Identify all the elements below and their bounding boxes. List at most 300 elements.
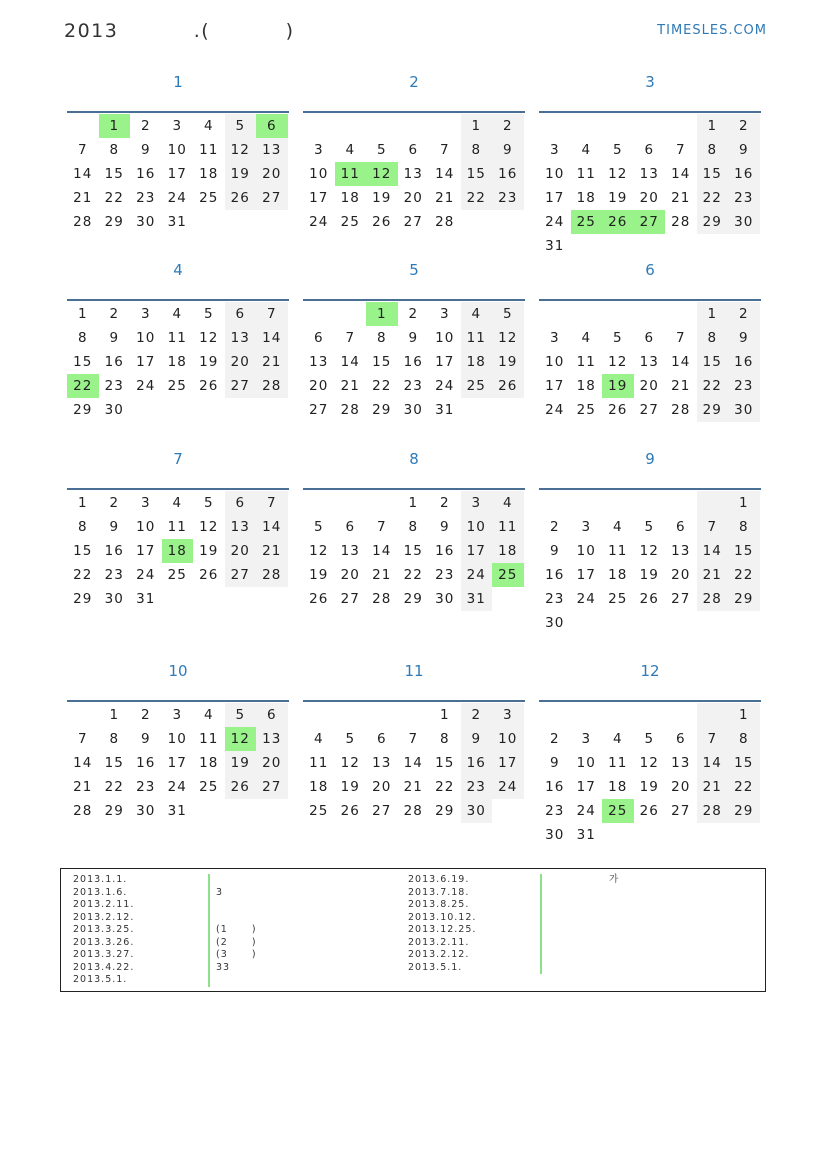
day-cell: 26: [602, 210, 634, 234]
holiday-entry: [609, 924, 619, 937]
day-cell: 28: [256, 563, 288, 587]
holiday-list: [60, 868, 766, 992]
day-cell: 24: [136, 378, 156, 394]
day-cell: 2: [408, 306, 419, 322]
empty-day-cell: [366, 703, 398, 727]
day-cell: 8: [697, 326, 729, 350]
day-cell: 17: [136, 354, 156, 370]
day-cell: 26: [492, 374, 524, 398]
day-cell: 24: [545, 402, 565, 418]
day-cell: 18: [162, 539, 194, 563]
holiday-entry: 2013.5.1.: [408, 961, 463, 973]
day-cell: 5: [345, 731, 356, 747]
day-cell: 2: [728, 302, 760, 326]
day-grid: [539, 302, 761, 422]
empty-day-cell: [539, 302, 571, 326]
day-cell: 2: [140, 707, 151, 723]
day-cell: 24: [309, 214, 329, 230]
day-cell: 10: [492, 727, 524, 751]
day-cell: 5: [492, 302, 524, 326]
holiday-entry: [216, 974, 257, 987]
day-cell: 8: [376, 330, 387, 346]
day-cell: 16: [104, 354, 124, 370]
day-cell: 27: [340, 591, 360, 607]
day-cell: 24: [576, 803, 596, 819]
holiday-entry: 2013.10.12.: [408, 911, 477, 923]
day-cell: 21: [697, 775, 729, 799]
day-cell: 12: [225, 138, 257, 162]
empty-day-cell: [571, 302, 603, 326]
page-title: 2013 .( ): [64, 20, 295, 42]
day-cell: 28: [256, 374, 288, 398]
empty-day-cell: [539, 703, 571, 727]
day-cell: 11: [199, 142, 219, 158]
day-cell: 19: [225, 162, 257, 186]
day-cell: 25: [492, 563, 524, 587]
day-cell: 30: [728, 210, 760, 234]
day-cell: 7: [77, 731, 88, 747]
empty-day-cell: [602, 491, 634, 515]
day-cell: 30: [403, 402, 423, 418]
day-cell: 6: [225, 491, 257, 515]
day-cell: 15: [73, 354, 93, 370]
month-rule: [67, 299, 289, 301]
day-cell: 23: [492, 186, 524, 210]
day-cell: 29: [372, 402, 392, 418]
empty-day-cell: [366, 114, 398, 138]
day-cell: 28: [403, 803, 423, 819]
day-grid: [67, 703, 289, 823]
day-cell: 16: [461, 751, 493, 775]
day-cell: 6: [225, 302, 257, 326]
empty-day-cell: [571, 491, 603, 515]
day-cell: 6: [675, 519, 686, 535]
day-cell: 21: [73, 190, 93, 206]
day-cell: 13: [639, 354, 659, 370]
day-cell: 4: [203, 707, 214, 723]
empty-day-cell: [665, 703, 697, 727]
day-cell: 10: [136, 519, 156, 535]
day-cell: 2: [439, 495, 450, 511]
holiday-entry: 2013.3.25.: [73, 924, 135, 935]
holiday-entry: (2 ): [216, 936, 257, 948]
day-cell: 22: [728, 563, 760, 587]
day-cell: 29: [697, 210, 729, 234]
day-cell: 7: [376, 519, 387, 535]
day-cell: 16: [728, 350, 760, 374]
day-cell: 22: [697, 186, 729, 210]
day-cell: 24: [167, 190, 187, 206]
day-cell: 11: [576, 166, 596, 182]
day-cell: 12: [199, 519, 219, 535]
day-cell: 27: [671, 591, 691, 607]
day-cell: 21: [671, 190, 691, 206]
day-cell: 9: [492, 138, 524, 162]
holiday-entry: [216, 912, 257, 925]
day-cell: 7: [408, 731, 419, 747]
day-cell: 15: [104, 755, 124, 771]
brand-link[interactable]: TIMESLES.COM: [657, 23, 767, 38]
day-cell: 8: [109, 731, 120, 747]
day-cell: 24: [136, 567, 156, 583]
day-cell: 21: [671, 378, 691, 394]
holiday-entry: 2013.7.18.: [408, 886, 470, 898]
holiday-entry: [609, 912, 619, 925]
empty-day-cell: [303, 491, 335, 515]
day-cell: 27: [671, 803, 691, 819]
day-cell: 24: [545, 214, 565, 230]
day-cell: 20: [671, 567, 691, 583]
day-cell: 5: [225, 703, 257, 727]
day-cell: 19: [199, 543, 219, 559]
day-cell: 29: [697, 398, 729, 422]
empty-day-cell: [539, 491, 571, 515]
day-cell: 17: [435, 354, 455, 370]
day-cell: 2: [461, 703, 493, 727]
day-cell: 1: [461, 114, 493, 138]
month-rule: [67, 488, 289, 490]
day-cell: 28: [340, 402, 360, 418]
day-cell: 15: [435, 755, 455, 771]
day-cell: 17: [167, 755, 187, 771]
day-cell: 18: [461, 350, 493, 374]
holiday-entry: 가: [609, 874, 620, 885]
month-title: 9: [645, 450, 655, 468]
day-cell: 18: [340, 190, 360, 206]
day-cell: 14: [403, 755, 423, 771]
day-cell: 1: [697, 114, 729, 138]
day-cell: 16: [136, 166, 156, 182]
day-cell: 7: [439, 142, 450, 158]
empty-day-cell: [602, 302, 634, 326]
day-cell: 1: [728, 491, 760, 515]
day-cell: 23: [136, 190, 156, 206]
day-cell: 1: [109, 707, 120, 723]
day-cell: 10: [309, 166, 329, 182]
day-cell: 5: [376, 142, 387, 158]
day-grid: [303, 703, 525, 823]
day-cell: 28: [697, 587, 729, 611]
holiday-entry: 33: [216, 961, 231, 973]
day-cell: 12: [340, 755, 360, 771]
day-cell: 30: [104, 591, 124, 607]
day-cell: 14: [256, 326, 288, 350]
holiday-bar-left: [208, 874, 210, 987]
month-title: 1: [173, 73, 183, 91]
day-cell: 7: [697, 515, 729, 539]
day-cell: 30: [136, 803, 156, 819]
day-cell: 20: [256, 751, 288, 775]
day-cell: 11: [167, 519, 187, 535]
empty-day-cell: [665, 114, 697, 138]
day-cell: 14: [372, 543, 392, 559]
month-rule: [303, 111, 525, 113]
day-cell: 24: [576, 591, 596, 607]
holiday-entry: 2013.2.11.: [408, 936, 470, 948]
day-cell: 6: [256, 703, 288, 727]
day-cell: 13: [403, 166, 423, 182]
day-cell: 6: [313, 330, 324, 346]
day-cell: 7: [345, 330, 356, 346]
day-cell: 26: [340, 803, 360, 819]
day-cell: 24: [492, 775, 524, 799]
day-cell: 11: [167, 330, 187, 346]
day-cell: 22: [67, 374, 99, 398]
day-cell: 18: [608, 779, 628, 795]
day-cell: 25: [461, 374, 493, 398]
day-cell: 2: [140, 118, 151, 134]
day-cell: 25: [199, 190, 219, 206]
day-cell: 7: [697, 727, 729, 751]
empty-day-cell: [571, 703, 603, 727]
day-cell: 4: [461, 302, 493, 326]
day-cell: 12: [639, 543, 659, 559]
day-cell: 27: [225, 563, 257, 587]
day-cell: 1: [439, 707, 450, 723]
holiday-entry: [609, 887, 619, 900]
day-cell: 19: [639, 567, 659, 583]
day-cell: 30: [104, 402, 124, 418]
day-cell: 5: [612, 330, 623, 346]
day-cell: 29: [73, 591, 93, 607]
holiday-entry: 2013.3.27.: [73, 949, 135, 960]
day-cell: 11: [199, 731, 219, 747]
day-cell: 3: [492, 703, 524, 727]
day-cell: 14: [256, 515, 288, 539]
day-cell: 9: [549, 755, 560, 771]
day-cell: 8: [77, 330, 88, 346]
day-cell: 15: [461, 162, 493, 186]
holiday-entry: 3: [216, 886, 224, 898]
day-cell: 16: [403, 354, 423, 370]
day-cell: 13: [340, 543, 360, 559]
day-grid: [303, 491, 525, 611]
day-cell: 2: [492, 114, 524, 138]
day-cell: 3: [140, 306, 151, 322]
day-cell: 23: [104, 567, 124, 583]
day-cell: 12: [309, 543, 329, 559]
day-cell: 16: [492, 162, 524, 186]
day-cell: 1: [99, 114, 131, 138]
day-cell: 4: [172, 306, 183, 322]
empty-day-cell: [697, 491, 729, 515]
day-cell: 2: [549, 731, 560, 747]
day-cell: 23: [435, 567, 455, 583]
day-cell: 15: [73, 543, 93, 559]
day-cell: 21: [340, 378, 360, 394]
month-5: [303, 261, 525, 422]
day-cell: 5: [313, 519, 324, 535]
day-cell: 27: [256, 775, 288, 799]
empty-day-cell: [335, 302, 367, 326]
day-cell: 28: [671, 214, 691, 230]
month-title: 5: [409, 261, 419, 279]
day-cell: 18: [576, 378, 596, 394]
month-10: [67, 662, 289, 823]
month-title: 6: [645, 261, 655, 279]
day-cell: 6: [675, 731, 686, 747]
month-rule: [539, 700, 761, 702]
day-cell: 11: [461, 326, 493, 350]
day-cell: 25: [608, 591, 628, 607]
month-11: [303, 662, 525, 823]
day-cell: 9: [109, 330, 120, 346]
day-cell: 25: [199, 779, 219, 795]
day-cell: 7: [77, 142, 88, 158]
month-1: [67, 73, 289, 234]
day-cell: 1: [77, 306, 88, 322]
day-cell: 12: [199, 330, 219, 346]
day-cell: 23: [403, 378, 423, 394]
day-cell: 13: [372, 755, 392, 771]
day-cell: 29: [104, 214, 124, 230]
day-grid: [539, 491, 761, 635]
day-cell: 18: [608, 567, 628, 583]
day-cell: 5: [225, 114, 257, 138]
empty-day-cell: [303, 114, 335, 138]
day-cell: 3: [172, 707, 183, 723]
day-cell: 7: [675, 142, 686, 158]
day-cell: 20: [309, 378, 329, 394]
empty-day-cell: [634, 114, 666, 138]
day-cell: 3: [439, 306, 450, 322]
day-cell: 23: [104, 378, 124, 394]
month-12: [539, 662, 761, 847]
day-cell: 16: [545, 779, 565, 795]
day-cell: 12: [492, 326, 524, 350]
day-cell: 17: [461, 539, 493, 563]
empty-day-cell: [665, 491, 697, 515]
day-cell: 6: [408, 142, 419, 158]
day-cell: 8: [439, 731, 450, 747]
month-rule: [303, 700, 525, 702]
month-7: [67, 450, 289, 611]
day-cell: 23: [728, 374, 760, 398]
day-cell: 3: [549, 142, 560, 158]
month-rule: [303, 488, 525, 490]
day-cell: 26: [639, 803, 659, 819]
day-cell: 8: [408, 519, 419, 535]
month-rule: [539, 111, 761, 113]
day-cell: 21: [697, 563, 729, 587]
day-cell: 10: [461, 515, 493, 539]
day-cell: 19: [608, 190, 628, 206]
day-cell: 9: [439, 519, 450, 535]
day-cell: 22: [372, 378, 392, 394]
day-cell: 21: [435, 190, 455, 206]
day-cell: 22: [73, 567, 93, 583]
empty-day-cell: [335, 491, 367, 515]
day-cell: 17: [576, 779, 596, 795]
day-cell: 7: [256, 491, 288, 515]
day-cell: 21: [73, 779, 93, 795]
day-cell: 16: [545, 567, 565, 583]
day-cell: 27: [256, 186, 288, 210]
holiday-entry: [609, 962, 619, 975]
day-cell: 10: [136, 330, 156, 346]
day-cell: 17: [545, 378, 565, 394]
day-cell: 15: [697, 162, 729, 186]
day-cell: 4: [313, 731, 324, 747]
day-cell: 4: [612, 519, 623, 535]
day-cell: 27: [403, 214, 423, 230]
day-cell: 9: [461, 727, 493, 751]
day-cell: 12: [225, 727, 257, 751]
holiday-entry: 2013.2.12.: [408, 949, 470, 960]
day-cell: 20: [225, 539, 257, 563]
day-cell: 10: [545, 354, 565, 370]
day-cell: 20: [372, 779, 392, 795]
day-cell: 16: [104, 543, 124, 559]
holiday-notes-left: [216, 874, 257, 987]
day-cell: 29: [728, 799, 760, 823]
month-4: [67, 261, 289, 422]
day-cell: 8: [109, 142, 120, 158]
holiday-entry: 2013.6.19.: [408, 874, 470, 885]
day-cell: 15: [728, 751, 760, 775]
day-cell: 5: [612, 142, 623, 158]
day-cell: 8: [728, 727, 760, 751]
holiday-entry: [216, 874, 257, 887]
day-cell: 11: [576, 354, 596, 370]
day-cell: 3: [549, 330, 560, 346]
day-cell: 14: [671, 354, 691, 370]
day-cell: 23: [545, 803, 565, 819]
day-cell: 5: [644, 731, 655, 747]
day-cell: 9: [728, 138, 760, 162]
day-cell: 13: [639, 166, 659, 182]
month-rule: [67, 111, 289, 113]
day-cell: 17: [492, 751, 524, 775]
day-cell: 30: [545, 615, 565, 631]
day-cell: 4: [581, 330, 592, 346]
day-cell: 15: [372, 354, 392, 370]
day-cell: 31: [545, 238, 565, 254]
day-grid: [539, 114, 761, 258]
day-cell: 10: [576, 543, 596, 559]
empty-day-cell: [67, 114, 99, 138]
empty-day-cell: [335, 703, 367, 727]
day-cell: 3: [581, 519, 592, 535]
holiday-entry: [609, 899, 619, 912]
month-title: 7: [173, 450, 183, 468]
day-cell: 20: [225, 350, 257, 374]
day-cell: 10: [545, 166, 565, 182]
day-cell: 29: [435, 803, 455, 819]
day-cell: 10: [167, 731, 187, 747]
day-cell: 22: [697, 374, 729, 398]
day-cell: 5: [203, 495, 214, 511]
day-cell: 21: [256, 539, 288, 563]
day-cell: 27: [639, 402, 659, 418]
month-rule: [303, 299, 525, 301]
day-cell: 3: [313, 142, 324, 158]
empty-day-cell: [571, 114, 603, 138]
month-8: [303, 450, 525, 611]
day-cell: 29: [73, 402, 93, 418]
day-cell: 29: [403, 591, 423, 607]
day-cell: 25: [309, 803, 329, 819]
day-cell: 22: [403, 567, 423, 583]
day-cell: 6: [644, 330, 655, 346]
day-grid: [67, 114, 289, 234]
day-cell: 30: [545, 827, 565, 843]
day-cell: 14: [697, 539, 729, 563]
holiday-entry: 2013.2.12.: [73, 911, 135, 923]
empty-day-cell: [634, 302, 666, 326]
day-cell: 24: [461, 563, 493, 587]
holiday-entry: 2013.3.26.: [73, 936, 135, 948]
